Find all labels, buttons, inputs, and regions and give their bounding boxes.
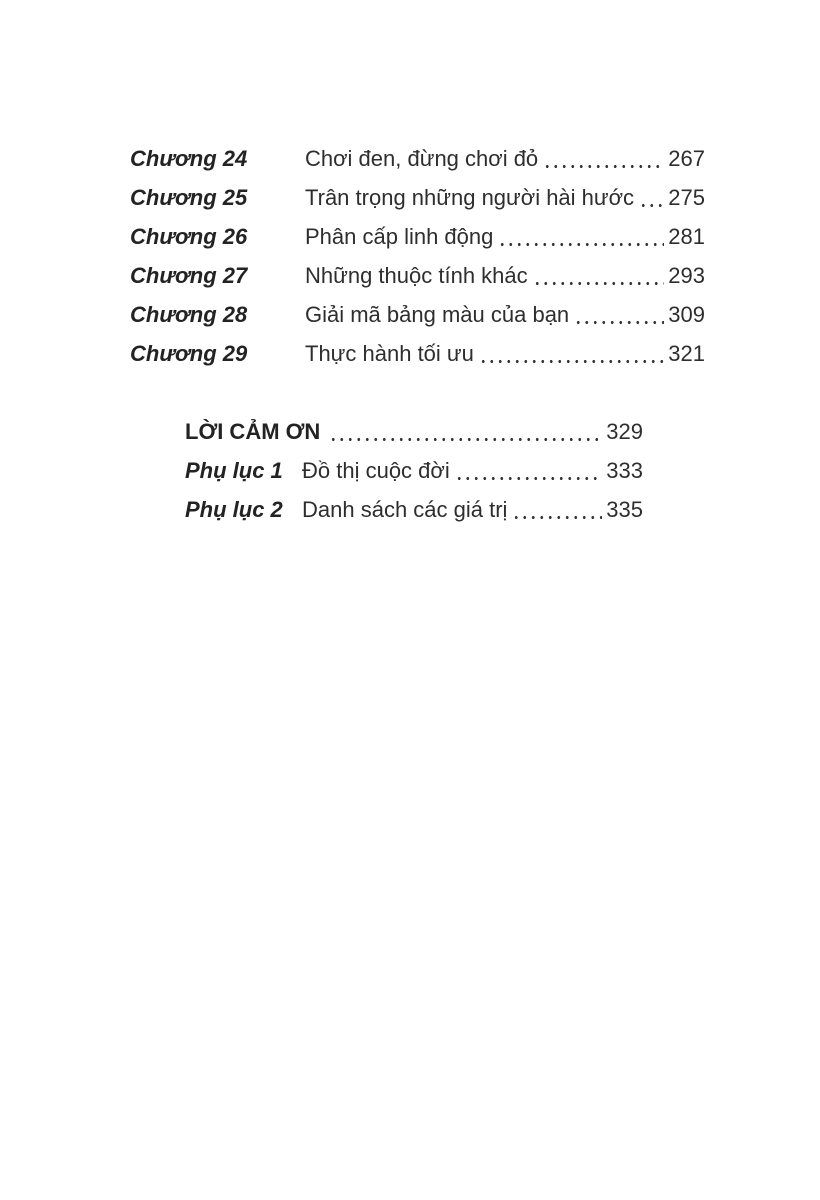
chapter-title: Trân trọng những người hài hước [305, 185, 635, 210]
page-number: 333 [606, 458, 643, 483]
dot-leader [498, 217, 664, 256]
page-number: 321 [668, 341, 705, 366]
toc-entry-chapter-26 [130, 217, 705, 256]
appendix-label: Phụ lục 2 [185, 497, 283, 522]
page-number: 309 [668, 302, 705, 327]
chapter-label: Chương 24 [130, 146, 248, 171]
dot-leader [455, 451, 603, 490]
toc-entry-appendix-1 [185, 451, 643, 490]
toc-entry-chapter-24 [130, 139, 705, 178]
dot-leader [479, 334, 664, 373]
chapter-label: Chương 27 [130, 263, 248, 288]
page-number: 329 [606, 419, 643, 444]
toc-entry-chapter-25 [130, 178, 705, 217]
dot-leader [512, 490, 602, 529]
toc-entry-chapter-27 [130, 256, 705, 295]
page-number: 275 [668, 185, 705, 210]
chapter-title: Giải mã bảng màu của bạn [305, 302, 570, 327]
dot-leader [639, 178, 664, 217]
appendix-title: Danh sách các giá trị [302, 497, 508, 522]
back-matter-list [185, 412, 643, 529]
chapter-title: Chơi đen, đừng chơi đỏ [305, 146, 539, 171]
toc-entry-chapter-29 [130, 334, 705, 373]
page-number: 293 [668, 263, 705, 288]
page-number: 267 [668, 146, 705, 171]
chapter-label: Chương 28 [130, 302, 248, 327]
page-number: 335 [606, 497, 643, 522]
toc-entry-chapter-28 [130, 295, 705, 334]
appendix-title: Đồ thị cuộc đời [302, 458, 450, 483]
dot-leader [543, 139, 664, 178]
dot-leader [533, 256, 665, 295]
dot-leader [329, 412, 602, 451]
page-number: 281 [668, 224, 705, 249]
chapter-title: Thực hành tối ưu [305, 341, 474, 366]
dot-leader [574, 295, 664, 334]
chapter-title: Những thuộc tính khác [305, 263, 528, 288]
toc-entry-acknowledgments [185, 412, 643, 451]
chapter-label: Chương 26 [130, 224, 248, 249]
toc-entry-appendix-2 [185, 490, 643, 529]
chapter-title: Phân cấp linh động [305, 224, 494, 249]
acknowledgments-label: LỜI CẢM ƠN [185, 419, 321, 444]
chapter-label: Chương 29 [130, 341, 248, 366]
chapter-list [130, 139, 705, 373]
appendix-label: Phụ lục 1 [185, 458, 283, 483]
chapter-label: Chương 25 [130, 185, 248, 210]
